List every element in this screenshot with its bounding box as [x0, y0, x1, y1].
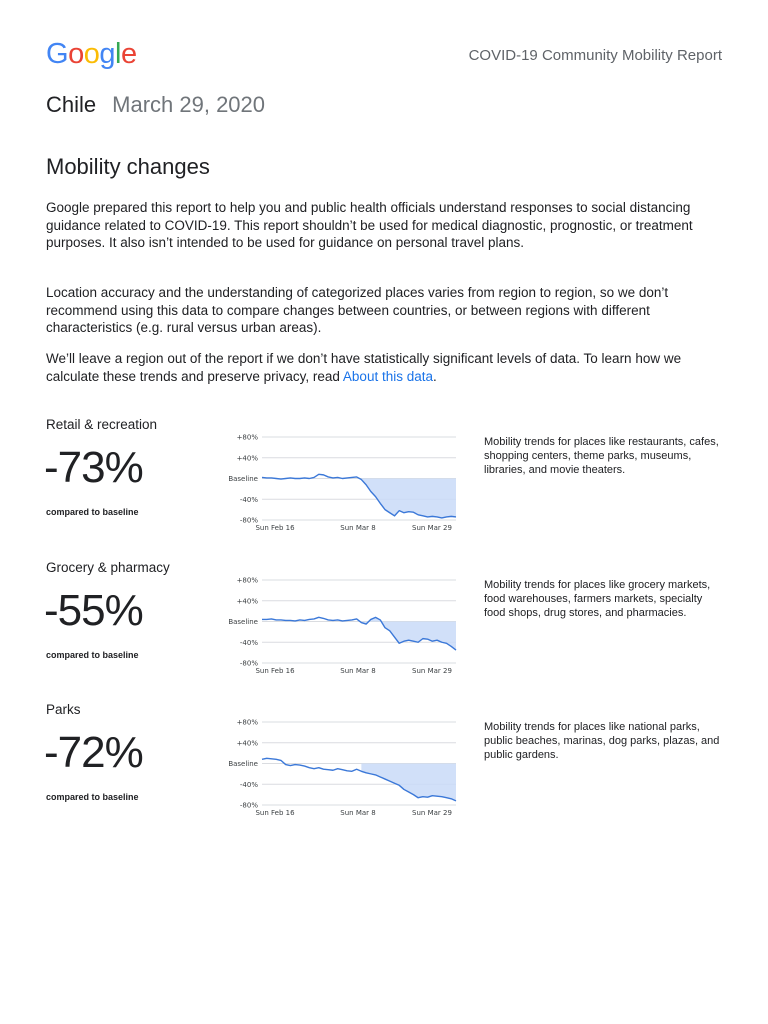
category-name: Parks — [46, 702, 81, 717]
y-tick-label: -80% — [239, 801, 258, 810]
compared-to-baseline-label: compared to baseline — [46, 507, 139, 517]
y-tick-label: Baseline — [228, 475, 258, 483]
mobility-chart-retail — [218, 423, 468, 535]
report-date: March 29, 2020 — [112, 92, 266, 117]
country-name: Chile — [46, 92, 97, 117]
about-this-data-link[interactable]: About this data — [342, 368, 433, 384]
y-tick-label: -80% — [239, 516, 258, 525]
category-name: Retail & recreation — [46, 417, 158, 432]
x-tick-label: Sun Feb 16 — [255, 667, 295, 675]
x-tick-label: Sun Mar 8 — [340, 809, 376, 817]
logo-letter: o — [83, 38, 100, 70]
x-tick-label: Sun Feb 16 — [255, 524, 295, 532]
google-logo — [46, 38, 137, 71]
compared-to-baseline-label: compared to baseline — [46, 650, 139, 660]
accuracy-paragraph: Location accuracy and the understanding of categorized places varies from region to region, so we don’t recommend using this data to compare changes between countries, or between regions with different characteristics (e.g. rural versus urban areas). — [46, 285, 669, 336]
logo-letter: l — [114, 38, 121, 70]
y-tick-label: -40% — [239, 638, 258, 647]
logo-letter: e — [120, 38, 137, 70]
category-grocery-pharmacy — [46, 560, 726, 690]
logo-letter: G — [46, 38, 69, 70]
mobility-chart-grocery — [218, 566, 468, 678]
x-tick-label: Sun Feb 16 — [255, 809, 295, 817]
category-change-percent: -73% — [44, 443, 143, 492]
y-tick-label: +40% — [236, 454, 258, 463]
category-change-percent: -72% — [44, 728, 143, 777]
x-tick-label: Sun Mar 29 — [412, 524, 452, 532]
category-parks — [46, 702, 726, 832]
report-title: COVID-19 Community Mobility Report — [468, 47, 722, 64]
x-tick-label: Sun Mar 29 — [412, 667, 452, 675]
intro-paragraph: Google prepared this report to help you and public health officials understand responses to social distancing guidance related to COVID-19. This report shouldn’t be used for medical diagnostic, prognostic, or treatment purposes. It also isn’t intended to be used for guidance on personal travel plans. — [46, 200, 693, 251]
compared-to-baseline-label: compared to baseline — [46, 792, 139, 802]
category-change-percent: -55% — [44, 586, 143, 635]
country-date-line — [46, 92, 265, 118]
y-tick-label: -80% — [239, 659, 258, 668]
mobility-chart-parks — [218, 708, 468, 820]
x-tick-label: Sun Mar 8 — [340, 524, 376, 532]
y-tick-label: +40% — [236, 597, 258, 606]
y-tick-label: +80% — [236, 718, 258, 727]
category-retail-recreation — [46, 417, 726, 547]
decline-shaded-area — [361, 764, 456, 801]
logo-letter: o — [68, 38, 84, 70]
privacy-paragraph — [46, 350, 726, 385]
y-tick-label: Baseline — [228, 760, 258, 768]
y-tick-label: +80% — [236, 433, 258, 442]
y-tick-label: -40% — [239, 495, 258, 504]
y-tick-label: +40% — [236, 739, 258, 748]
y-tick-label: -40% — [239, 780, 258, 789]
category-description: Mobility trends for places like restaurants, cafes, shopping centers, theme parks, museums, libraries, and movie theaters. — [484, 436, 719, 476]
x-tick-label: Sun Mar 29 — [412, 809, 452, 817]
y-tick-label: +80% — [236, 576, 258, 585]
y-tick-label: Baseline — [228, 618, 258, 626]
category-name: Grocery & pharmacy — [46, 560, 170, 575]
section-title: Mobility changes — [46, 154, 210, 179]
decline-shaded-area — [361, 617, 456, 650]
x-tick-label: Sun Mar 8 — [340, 667, 376, 675]
privacy-text: We’ll leave a region out of the report if we don’t have statistically significant levels of data. To learn how we calculate these trends and preserve privacy, read — [46, 351, 682, 384]
category-description: Mobility trends for places like national parks, public beaches, marinas, dog parks, plazas, and public gardens. — [484, 721, 720, 761]
logo-letter: g — [99, 38, 115, 70]
category-description: Mobility trends for places like grocery markets, food warehouses, farmers markets, specialty food shops, drug stores, and pharmacies. — [484, 579, 711, 619]
privacy-text-end: . — [433, 368, 437, 384]
